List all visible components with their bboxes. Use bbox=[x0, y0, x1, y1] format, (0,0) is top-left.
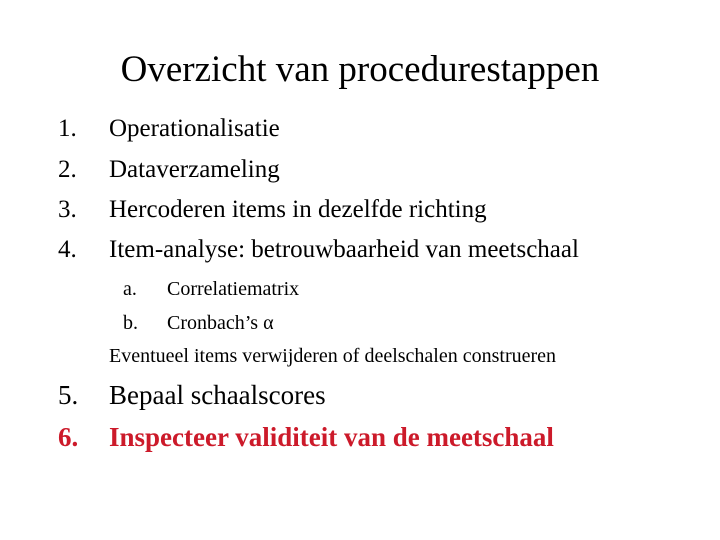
item-number: 5. bbox=[58, 380, 79, 410]
sub-item-text: Cronbach’s α bbox=[167, 312, 274, 334]
item-text: Hercoderen items in dezelfde richting bbox=[109, 196, 487, 223]
item-number: 1. bbox=[58, 115, 77, 142]
item-text: Operationalisatie bbox=[109, 115, 280, 142]
sub-item-letter: a. bbox=[123, 278, 137, 300]
note-text: Eventueel items verwijderen of deelschalen construeren bbox=[109, 345, 557, 367]
item-number: 6. bbox=[58, 422, 79, 452]
item-text: Bepaal schaalscores bbox=[109, 380, 326, 410]
slide-title: Overzicht van procedurestappen bbox=[120, 49, 600, 90]
item-number: 3. bbox=[58, 196, 77, 223]
item-text: Dataverzameling bbox=[109, 156, 280, 183]
item-number: 2. bbox=[58, 156, 77, 183]
item-number: 4. bbox=[58, 236, 77, 263]
sub-item-text: Correlatiematrix bbox=[167, 278, 300, 300]
item-text: Inspecteer validiteit van de meetschaal bbox=[109, 422, 554, 452]
sub-item-letter: b. bbox=[123, 312, 138, 334]
item-text: Item-analyse: betrouwbaarheid van meetschaal bbox=[109, 236, 579, 263]
